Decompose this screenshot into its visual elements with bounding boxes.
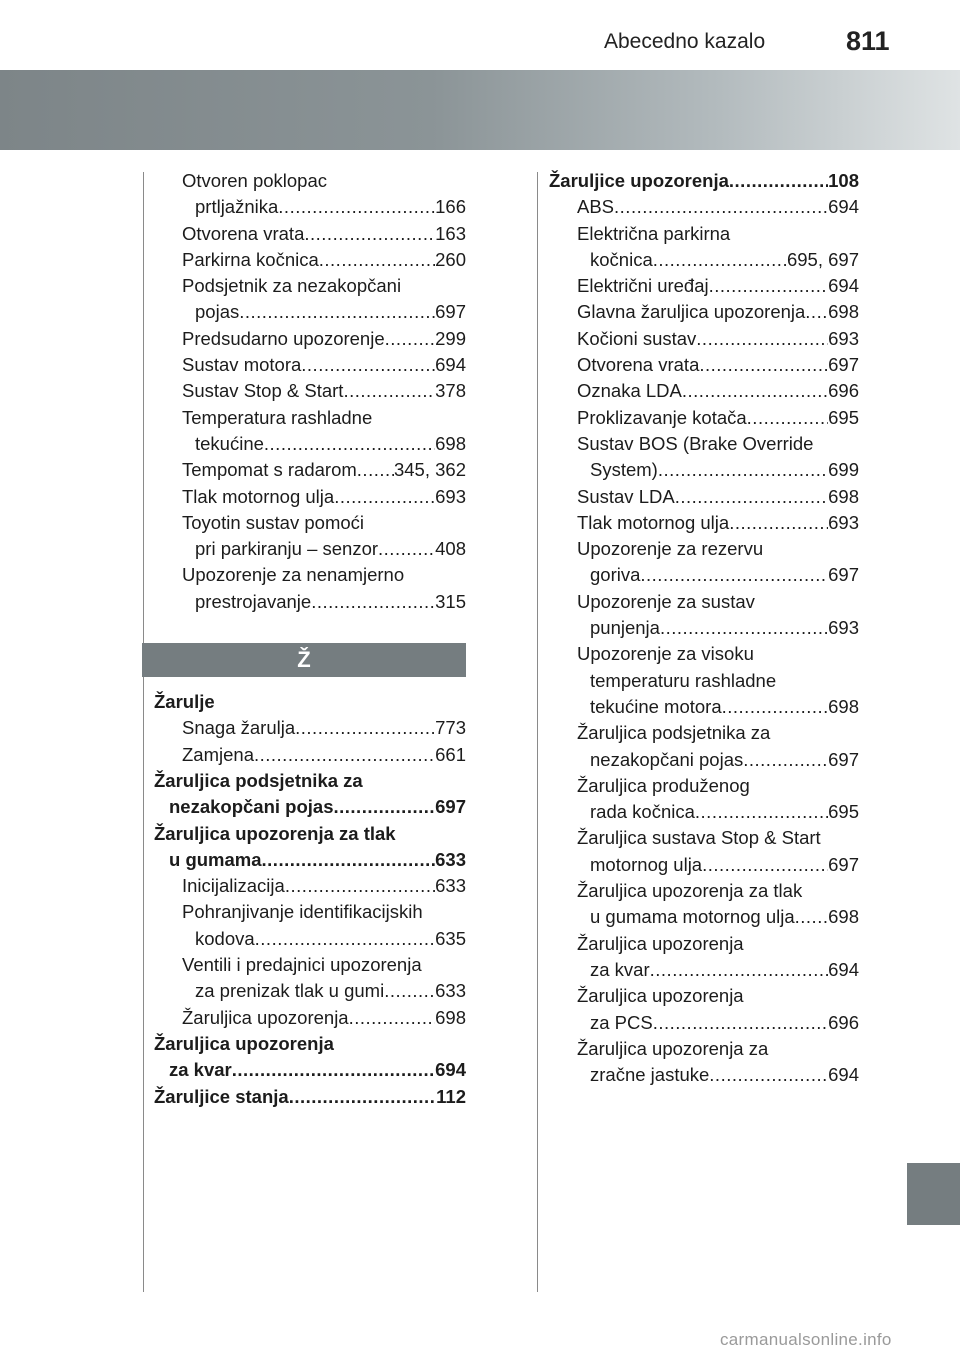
dot-leader — [702, 852, 828, 878]
entry-page-number: 112 — [436, 1085, 466, 1107]
index-entry — [549, 1010, 859, 1036]
entry-page-number: 697 — [828, 853, 859, 875]
dot-leader — [301, 352, 435, 378]
index-entry — [154, 431, 466, 457]
entry-page-number: 260 — [435, 248, 466, 270]
index-entry: Žaruljica upozorenja — [577, 985, 744, 1007]
dot-leader — [658, 457, 828, 483]
index-entry: Žaruljica upozorenja za tlak — [577, 880, 803, 902]
entry-text: za PCS — [590, 1011, 653, 1033]
index-entry: Žaruljica sustava Stop & Start — [577, 827, 821, 849]
index-entry — [549, 694, 859, 720]
entry-page-number: 698 — [828, 301, 859, 323]
dot-leader — [285, 873, 435, 899]
index-entry: Upozorenje za rezervu — [577, 538, 764, 560]
entry-text: Zamjena — [182, 743, 254, 765]
entry-page-number: 695 — [828, 801, 859, 823]
index-entry — [549, 747, 859, 773]
dot-leader — [696, 326, 828, 352]
entry-page-number: 697 — [828, 564, 859, 586]
entry-page-number: 378 — [435, 380, 466, 402]
dot-leader — [254, 742, 435, 768]
dot-leader — [334, 484, 435, 510]
entry-text: Otvorena vrata — [577, 354, 700, 376]
index-entry — [154, 247, 466, 273]
index-entry — [154, 299, 466, 325]
index-entry — [154, 1005, 466, 1031]
index-entry — [154, 847, 466, 873]
entry-page-number: 345, 362 — [393, 459, 466, 481]
index-entry: Žaruljica upozorenja za tlak — [154, 822, 396, 844]
index-entry — [154, 978, 466, 1004]
entry-page-number: 697 — [435, 301, 466, 323]
index-entry — [549, 957, 859, 983]
index-entry: Upozorenje za nenamjerno — [182, 564, 405, 586]
index-entry — [154, 715, 466, 741]
index-entry — [154, 194, 466, 220]
dot-leader — [319, 247, 435, 273]
entry-page-number: 697 — [828, 354, 859, 376]
entry-text: Sustav motora — [182, 354, 302, 376]
index-entry — [549, 904, 859, 930]
entry-page-number: 694 — [435, 1059, 466, 1081]
entry-text: motornog ulja — [590, 853, 703, 875]
index-entry — [549, 168, 859, 194]
entry-page-number: 693 — [828, 327, 859, 349]
entry-page-number: 635 — [435, 927, 466, 949]
entry-page-number: 698 — [828, 695, 859, 717]
dot-leader — [264, 431, 435, 457]
entry-page-number: 695, 697 — [786, 248, 859, 270]
dot-leader — [614, 194, 828, 220]
dot-leader — [343, 378, 435, 404]
index-entry — [154, 484, 466, 510]
column-divider-right — [537, 172, 538, 1292]
index-entry — [154, 589, 466, 615]
chapter-tab — [907, 1163, 960, 1225]
dot-leader — [653, 1010, 828, 1036]
index-entry — [154, 326, 466, 352]
dot-leader — [334, 794, 436, 820]
index-entry — [549, 378, 859, 404]
entry-page-number: 315 — [435, 590, 466, 612]
index-entry: Žaruljica produženog — [577, 774, 750, 796]
entry-page-number: 694 — [828, 958, 859, 980]
index-list — [549, 168, 859, 1088]
index-entry: Žaruljica upozorenja za — [577, 1037, 769, 1059]
entry-page-number: 698 — [435, 1006, 466, 1028]
index-entry — [154, 873, 466, 899]
dot-leader — [722, 694, 829, 720]
entry-page-number: 693 — [828, 511, 859, 533]
index-entry — [154, 926, 466, 952]
index-list-top — [154, 168, 466, 615]
dot-leader — [349, 1005, 436, 1031]
index-entry — [549, 562, 859, 588]
entry-text: tekućine motora — [590, 695, 722, 717]
entry-text: rada kočnica — [590, 801, 695, 823]
page-header — [0, 0, 960, 62]
entry-text: nezakopčani pojas — [590, 748, 744, 770]
index-entry — [154, 1057, 466, 1083]
entry-text: pojas — [195, 301, 240, 323]
entry-page-number: 694 — [828, 196, 859, 218]
entry-text: Kočioni sustav — [577, 327, 697, 349]
entry-page-number: 633 — [435, 875, 466, 897]
column-divider-left — [143, 172, 144, 1292]
index-entry: Električna parkirna — [577, 222, 731, 244]
index-entry — [154, 221, 466, 247]
entry-page-number: 696 — [828, 1011, 859, 1033]
dot-leader — [699, 352, 828, 378]
entry-page-number: 694 — [435, 354, 466, 376]
entry-text: pri parkiranju – senzor — [195, 538, 379, 560]
entry-text: Žaruljica upozorenja — [182, 1006, 349, 1028]
dot-leader — [262, 847, 436, 873]
dot-leader — [747, 405, 828, 431]
letter-header: Ž — [142, 643, 466, 677]
index-entry — [549, 510, 859, 536]
index-entry — [549, 457, 859, 483]
entry-page-number: 408 — [435, 538, 466, 560]
entry-page-number: 299 — [435, 327, 466, 349]
entry-text: Predsudarno upozorenje — [182, 327, 385, 349]
entry-text: kodova — [195, 927, 255, 949]
entry-text: Otvorena vrata — [182, 222, 305, 244]
entry-text: tekućine — [195, 432, 264, 454]
index-entry — [549, 852, 859, 878]
entry-text: Sustav Stop & Start — [182, 380, 344, 402]
index-entry: Ventili i predajnici upozorenja — [182, 954, 422, 976]
entry-page-number: 633 — [435, 980, 466, 1002]
index-list-bottom — [154, 689, 466, 1110]
index-entry — [549, 484, 859, 510]
index-entry: Pohranjivanje identifikacijskih — [182, 901, 423, 923]
watermark: carmanualsonline.info — [720, 1330, 892, 1349]
dot-leader — [805, 299, 828, 325]
entry-page-number: 661 — [435, 743, 466, 765]
index-entry: Žaruljica podsjetnika za — [154, 769, 363, 791]
entry-text: ABS — [577, 196, 615, 218]
entry-page-number: 699 — [828, 459, 859, 481]
index-entry — [549, 194, 859, 220]
dot-leader — [289, 1084, 436, 1110]
dot-leader — [232, 1057, 435, 1083]
index-entry — [549, 1062, 859, 1088]
dot-leader — [695, 799, 828, 825]
entry-text: za prenizak tlak u gumi — [195, 980, 385, 1002]
entry-text: nezakopčani pojas — [169, 796, 334, 818]
index-entry: Žarulje — [154, 691, 215, 713]
dot-leader — [640, 562, 828, 588]
entry-page-number: 773 — [435, 717, 466, 739]
entry-page-number: 166 — [435, 196, 466, 218]
entry-page-number: 698 — [828, 906, 859, 928]
entry-text: Električni uređaj — [577, 275, 709, 297]
index-entry — [549, 615, 859, 641]
entry-text: prestrojavanje — [195, 590, 312, 612]
entry-page-number: 694 — [828, 1064, 859, 1086]
index-entry: Žaruljica podsjetnika za — [577, 722, 771, 744]
dot-leader — [278, 194, 435, 220]
entry-page-number: 695 — [828, 406, 859, 428]
dot-leader — [653, 247, 787, 273]
dot-leader — [709, 273, 829, 299]
index-entry: Podsjetnik za nezakopčani — [182, 275, 402, 297]
entry-text: Tlak motornog ulja — [182, 485, 335, 507]
entry-text: prtljažnika — [195, 196, 279, 218]
index-entry — [154, 457, 466, 483]
index-column-left — [154, 168, 466, 1110]
entry-text: u gumama motornog ulja — [590, 906, 795, 928]
dot-leader — [729, 510, 828, 536]
entry-text: Žaruljice upozorenja — [549, 170, 729, 191]
entry-page-number: 694 — [828, 275, 859, 297]
index-entry — [549, 299, 859, 325]
entry-page-number: 698 — [828, 485, 859, 507]
index-entry — [154, 794, 466, 820]
entry-text: Inicijalizacija — [182, 875, 285, 897]
dot-leader — [311, 589, 435, 615]
dot-leader — [357, 457, 394, 483]
page-number: 811 — [846, 26, 890, 56]
index-entry — [549, 326, 859, 352]
dot-leader — [295, 715, 435, 741]
dot-leader — [795, 904, 828, 930]
index-entry: Temperatura rashladne — [182, 406, 373, 428]
entry-text: Parkirna kočnica — [182, 248, 319, 270]
entry-text: Snaga žarulja — [182, 717, 296, 739]
dot-leader — [239, 299, 435, 325]
entry-page-number: 696 — [828, 380, 859, 402]
index-entry — [154, 378, 466, 404]
dot-leader — [660, 615, 828, 641]
index-entry — [154, 352, 466, 378]
index-column-right — [549, 168, 859, 1088]
index-entry — [154, 536, 466, 562]
dot-leader — [384, 978, 435, 1004]
entry-page-number: 693 — [828, 617, 859, 639]
dot-leader — [304, 221, 435, 247]
dot-leader — [743, 747, 828, 773]
entry-page-number: 108 — [828, 170, 859, 191]
entry-text: Oznaka LDA — [577, 380, 682, 402]
entry-page-number: 697 — [828, 748, 859, 770]
entry-text: Sustav LDA — [577, 485, 675, 507]
entry-text: Glavna žaruljica upozorenja — [577, 301, 806, 323]
index-entry: temperaturu rashladne — [590, 669, 777, 691]
index-entry: Žaruljica upozorenja — [577, 932, 744, 954]
header-banner — [0, 70, 960, 150]
index-entry — [154, 742, 466, 768]
index-entry: Sustav BOS (Brake Override — [577, 432, 814, 454]
entry-text: zračne jastuke — [590, 1064, 710, 1086]
entry-text: kočnica — [590, 248, 653, 270]
entry-text: Tempomat s radarom — [182, 459, 357, 481]
dot-leader — [682, 378, 828, 404]
entry-text: u gumama — [169, 848, 262, 870]
dot-leader — [385, 326, 436, 352]
entry-text: punjenja — [590, 617, 660, 639]
entry-page-number: 697 — [435, 796, 466, 818]
index-entry: Žaruljica upozorenja — [154, 1032, 334, 1054]
dot-leader — [650, 957, 828, 983]
dot-leader — [255, 926, 435, 952]
index-entry — [549, 352, 859, 378]
index-entry: Upozorenje za visoku — [577, 643, 754, 665]
section-title: Abecedno kazalo — [604, 30, 766, 53]
entry-text: Proklizavanje kotača — [577, 406, 747, 428]
entry-text: Tlak motornog ulja — [577, 511, 730, 533]
index-entry: Toyotin sustav pomoći — [182, 511, 365, 533]
dot-leader — [675, 484, 828, 510]
index-entry: Upozorenje za sustav — [577, 590, 755, 612]
dot-leader — [709, 1062, 828, 1088]
index-entry — [549, 273, 859, 299]
entry-page-number: 693 — [435, 485, 466, 507]
entry-text: System) — [590, 459, 658, 481]
dot-leader — [729, 168, 828, 194]
entry-text: goriva — [590, 564, 641, 586]
entry-text: Žaruljice stanja — [154, 1085, 289, 1107]
entry-page-number: 163 — [435, 222, 466, 244]
index-entry: Otvoren poklopac — [182, 170, 328, 191]
index-entry — [154, 1084, 466, 1110]
index-entry — [549, 405, 859, 431]
entry-page-number: 698 — [435, 432, 466, 454]
index-entry — [549, 799, 859, 825]
entry-text: za kvar — [590, 958, 650, 980]
entry-page-number: 633 — [435, 848, 466, 870]
index-entry — [549, 247, 859, 273]
dot-leader — [378, 536, 435, 562]
entry-text: za kvar — [169, 1059, 232, 1081]
